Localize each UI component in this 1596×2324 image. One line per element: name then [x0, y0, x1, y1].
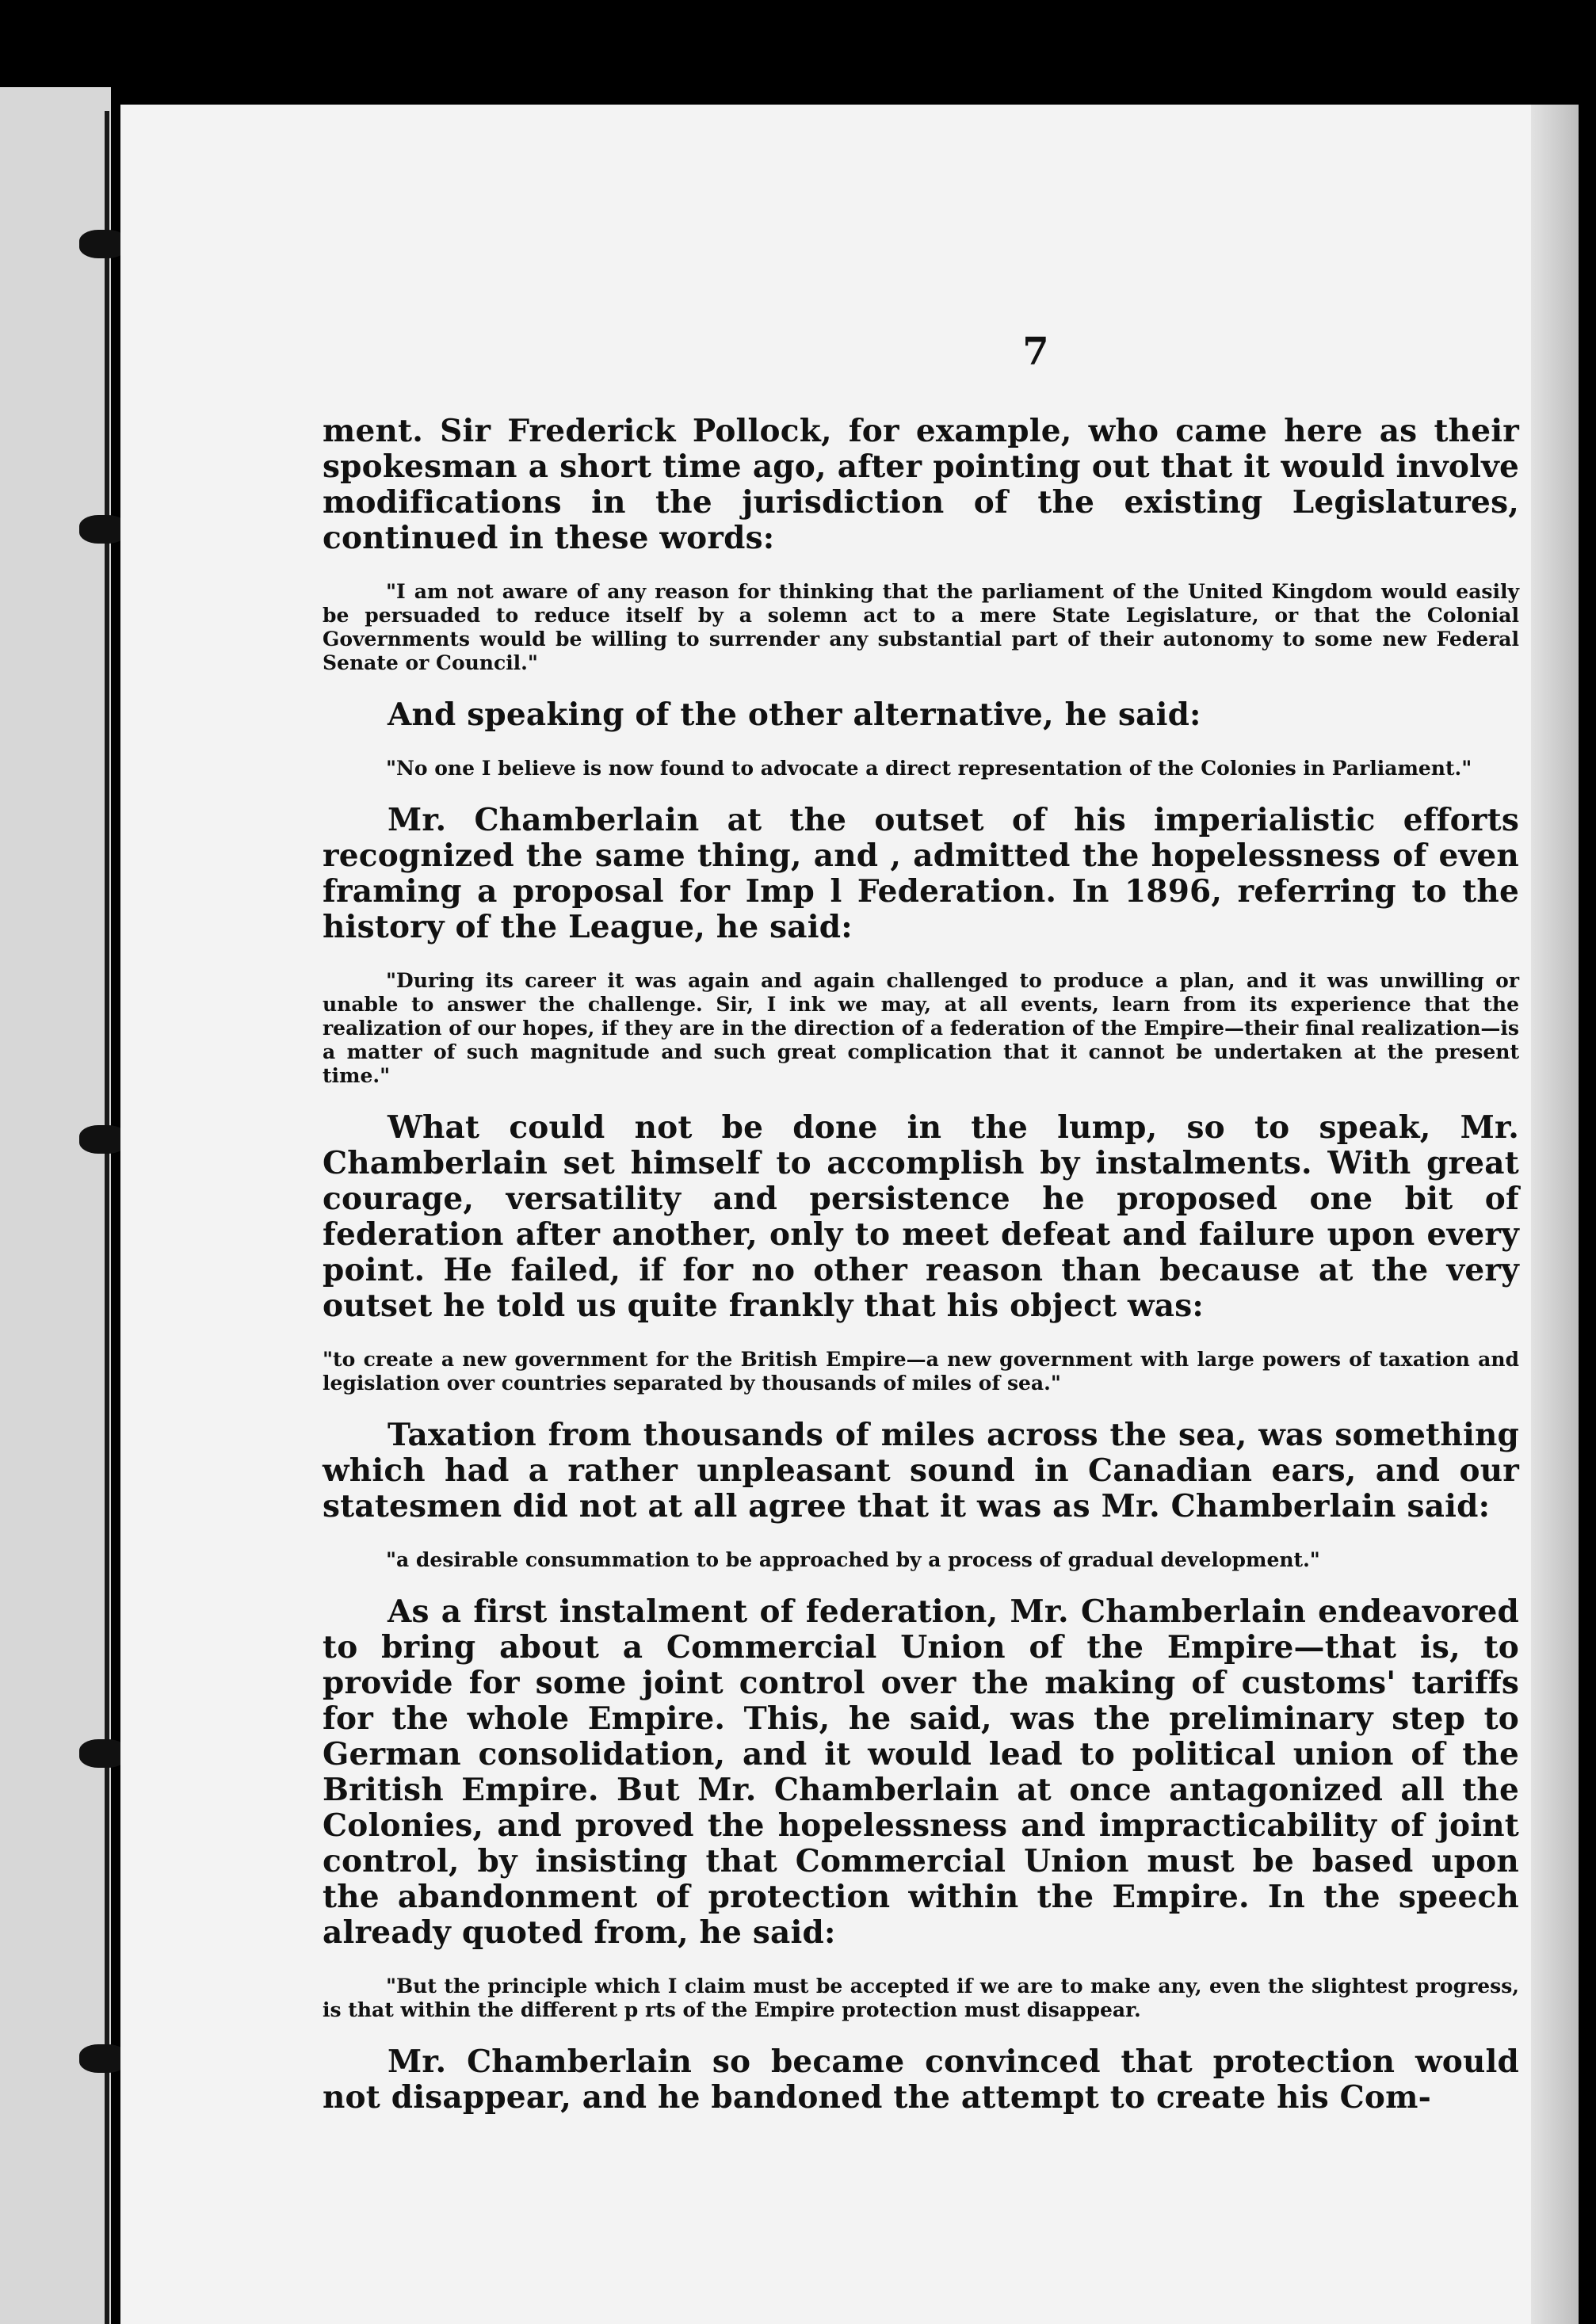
document-page	[120, 105, 1579, 2324]
page-number: 7	[1022, 330, 1049, 374]
block-quote: "to create a new government for the British Empire—a new government with large powers of taxation and legislation over countries separated by thousands of miles of sea."	[323, 1348, 1519, 1395]
facing-page-edge	[0, 87, 111, 2324]
block-quote: "No one I believe is now found to advocate a direct representation of the Colonies in Parliament."	[386, 757, 1472, 780]
binding-thread-mark	[79, 230, 127, 258]
page-edge-shadow	[1531, 105, 1579, 2324]
binding-thread-mark	[79, 1739, 127, 1768]
binding-thread-mark	[79, 2044, 127, 2073]
paragraph: And speaking of the other alternative, he said:	[388, 696, 1201, 733]
paragraph: Mr. Chamberlain at the outset of his imperialistic efforts recognized the same thing, and , admitted the hopelessness of even framing a proposal for Imp l Federation. In 1896, referring to the history of the League, he said:	[323, 802, 1519, 945]
paragraph: ment. Sir Frederick Pollock, for example, who came here as their spokesman a short time ago, after pointing out that it would involve modifications in the jurisdiction of the existing Legislatures, continued in these words:	[323, 413, 1519, 556]
block-quote: "But the principle which I claim must be accepted if we are to make any, even the slightest progress, is that within the different p rts of the Empire protection must disappear.	[323, 1975, 1519, 2021]
binding-line	[105, 111, 109, 2324]
block-quote: "During its career it was again and again challenged to produce a plan, and it was unwilling or unable to answer the challenge. Sir, I ink we may, at all events, learn from its experience that the realization of our hopes, if they are in the direction of a federation of the Empire—their final realization—is a matter of such magnitude and such great complication that it cannot be undertaken at the present time."	[323, 969, 1519, 1087]
page-content	[323, 330, 1519, 2139]
paragraph: Mr. Chamberlain so became convinced that protection would not disappear, and he bandoned the attempt to create his Com-	[323, 2044, 1519, 2116]
binding-thread-mark	[79, 515, 127, 544]
block-quote: "a desirable consummation to be approached by a process of gradual development."	[386, 1548, 1320, 1571]
paragraph: Taxation from thousands of miles across the sea, was something which had a rather unpleasant sound in Canadian ears, and our statesmen did not at all agree that it was as Mr. Chamberlain said:	[323, 1417, 1519, 1525]
block-quote: "I am not aware of any reason for thinking that the parliament of the United Kingdom would easily be persuaded to reduce itself by a solemn act to a mere State Legislature, or that the Colonial Governments would be willing to surrender any substantial part of their autonomy to some new Federal Senate or Council."	[323, 580, 1519, 674]
paragraph: As a first instalment of federation, Mr. Chamberlain endeavored to bring about a Commercial Union of the Empire—that is, to provide for some joint control over the making of customs' tariffs for the whole Empire. This, he said, was the preliminary step to German consolidation, and it would lead to political union of the British Empire. But Mr. Chamberlain at once antagonized all the Colonies, and proved the hopelessness and impracticability of joint control, by insisting that Commercial Union must be based upon the abandonment of protection within the Empire. In the speech already quoted from, he said:	[323, 1593, 1519, 1951]
binding-thread-mark	[79, 1125, 127, 1154]
paragraph: What could not be done in the lump, so to speak, Mr. Chamberlain set himself to accomplish by instalments. With great courage, versatility and persistence he proposed one bit of federation after another, only to meet defeat and failure upon every point. He failed, if for no other reason than because at the very outset he told us quite frankly that his object was:	[323, 1109, 1519, 1324]
